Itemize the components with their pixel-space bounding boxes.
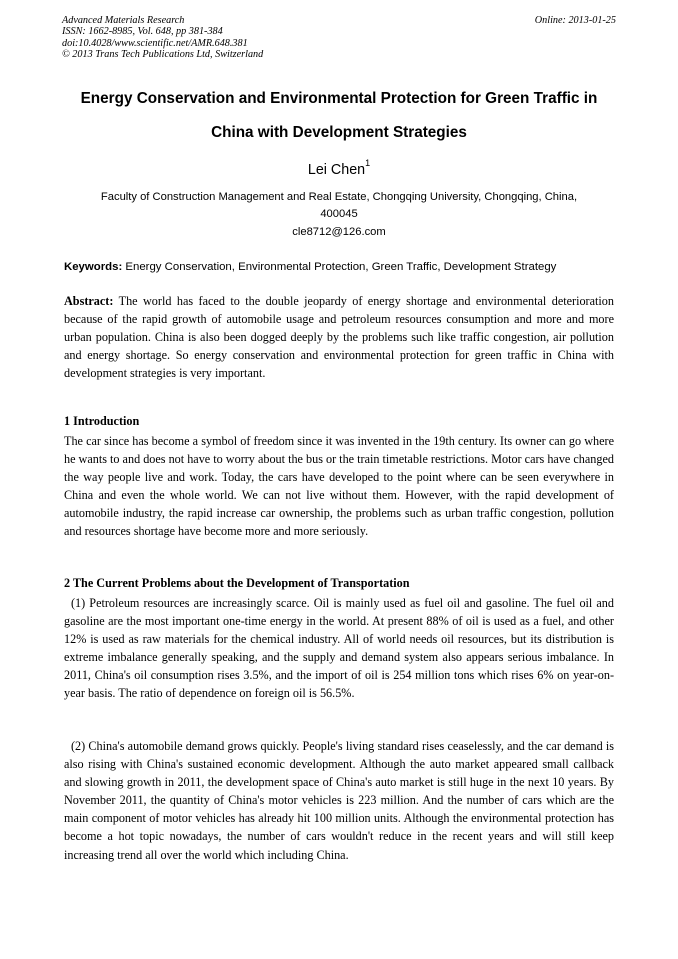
abstract-text: The world has faced to the double jeopardy of energy shortage and environmental deterioration because of the rapid growth of automobile usage and petroleum resources consumption and more and more urban population. China is also been dogged deeply by the problems such like traffic congestion, air pollution and energy shortage. So energy conservation and environmental protection for green traffic in China with development strategies is very important.: [64, 294, 614, 381]
section-heading-current-problems: 2 The Current Problems about the Development of Transportation: [64, 576, 410, 590]
section-heading-introduction: 1 Introduction: [64, 414, 140, 428]
paper-title-line-1: Energy Conservation and Environmental Protection for Green Traffic in: [80, 90, 598, 107]
abstract: [64, 292, 614, 382]
abstract-label: Abstract:: [64, 294, 114, 308]
paper-title-line-2: China with Development Strategies: [211, 124, 467, 141]
affiliation-line-2: 400045: [320, 208, 358, 220]
section-2-paragraph-2: (2) China's automobile demand grows quickly. People's living standard rises ceaselessly, and the car demand is also rising with China's sustained economic development. Although the auto market appeared small callback and slowing growth in 2011, the development space of China's auto market is still huge in the next 10 years. By November 2011, the quantity of China's motor vehicles is 223 million. And the number of cars which are the main component of motor vehicles has already hit 100 million units. Although the environmental protection has become a hot topic nowadays, the number of cars wouldn't reduce in the recent years and will still keep increasing trend all over the world which including China.: [64, 739, 614, 862]
doi-line[interactable]: doi:10.4028/www.scientific.net/AMR.648.381: [62, 37, 248, 49]
author: [0, 160, 678, 178]
journal-name: Advanced Materials Research: [62, 15, 185, 26]
issn-line: ISSN: 1662-8985, Vol. 648, pp 381-384: [62, 26, 223, 38]
online-date: Online: 2013-01-25: [534, 15, 616, 26]
author-affiliation-marker: 1: [365, 158, 371, 168]
keywords-text: Energy Conservation, Environmental Protection, Green Traffic, Development Strategy: [122, 261, 557, 273]
journal-header: [62, 15, 263, 60]
affiliation-line-1: Faculty of Construction Management and Real Estate, Chongqing University, Chongqing, China,: [100, 191, 578, 203]
section-2-paragraph-1: (1) Petroleum resources are increasingly scarce. Oil is mainly used as fuel oil and gasoline. The fuel oil and gasoline are the most important one-time energy in the world. At present 88% of oil is used as a fuel, and other 12% is used as raw materials for the chemical industry. All of world needs oil resources, but its distribution is extreme imbalance generally speaking, and the supply and demand system also appears serious imbalance. In 2011, China's oil consumption rises 3.5%, and the import of oil is 254 million tons which rises 6% on year-on-year basis. The ratio of dependence on foreign oil is 56.5%.: [64, 596, 614, 701]
keywords: [64, 261, 624, 273]
keywords-label: Keywords:: [64, 261, 123, 273]
author-name: Lei Chen: [307, 161, 366, 178]
author-email[interactable]: cle8712@126.com: [292, 226, 386, 238]
copyright-line: © 2013 Trans Tech Publications Ltd, Switzerland: [62, 48, 264, 60]
introduction-paragraph: The car since has become a symbol of freedom since it was invented in the 19th century. Its owner can go where he wants to and does not have to worry about the bus or the train timetable restrictions. Motor cars have changed the way people live and work. Today, the cars have developed to the point where can be seen everywhere in China and even the whole world. We can not live without them. However, with the rapid development of automobile industry, the rapid increase car ownership, the problems such as urban traffic congestion, pollution and resources shortage have become more and more seriously.: [64, 434, 614, 539]
